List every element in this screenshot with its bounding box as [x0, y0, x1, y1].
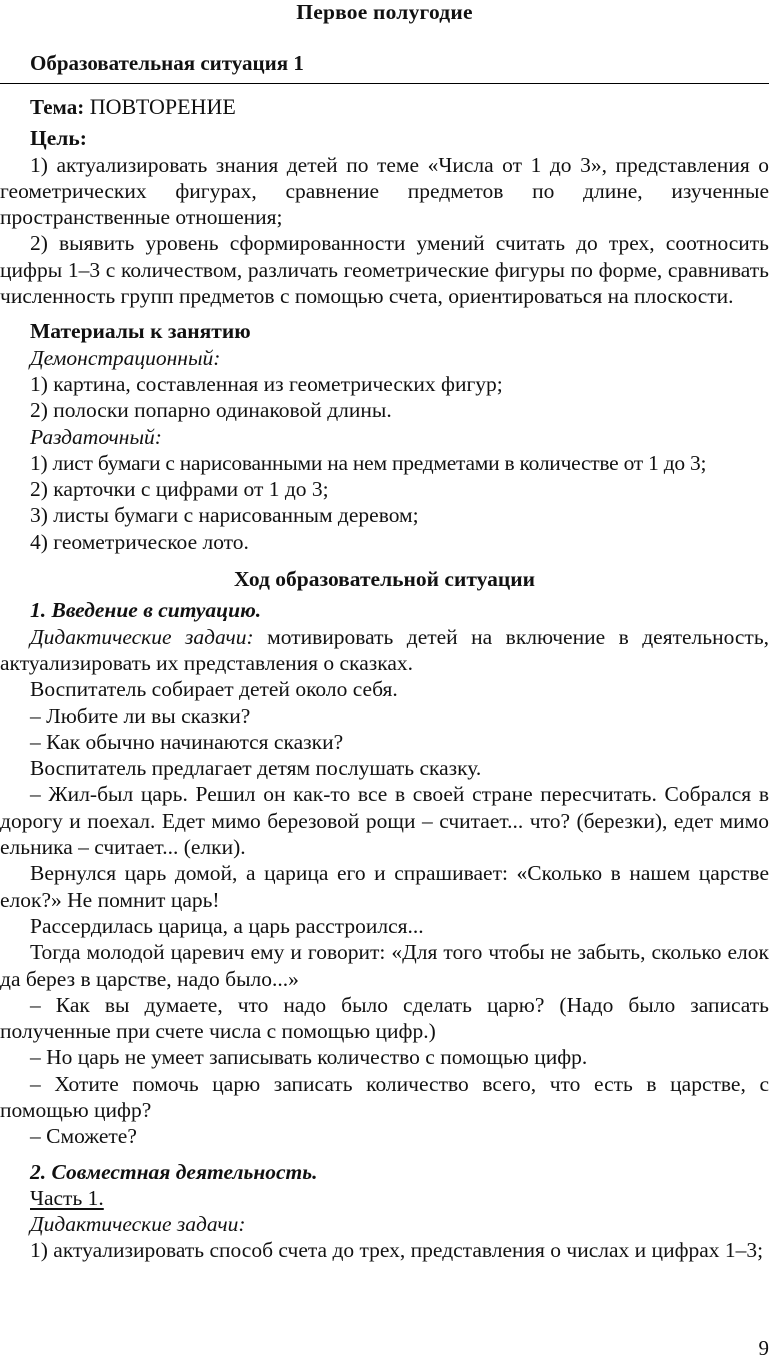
part1-title: 1. Введение в ситуацию.: [30, 598, 262, 623]
dialogue-line: – Но царь не умеет записывать количество с помощью цифр.: [30, 1045, 588, 1070]
dialogue-line: – Жил-был царь. Решил он как-то все в своей стране пересчитать. Собрался в дорогу и поехал. Едет мимо березовой рощи – считает... что? (березки), едет мимо ельника – считает... (елки).: [0, 782, 769, 860]
demo-label: Демонстрационный:: [30, 345, 221, 370]
part2-task-item-1: 1) актуализировать способ счета до трех, представления о числах и цифрах 1–3;: [30, 1238, 764, 1263]
handout-label: Раздаточный:: [30, 424, 162, 449]
part2-subpart: [0, 1185, 769, 1211]
dialogue-line: – Сможете?: [30, 1124, 137, 1149]
part1-tasks-text: мотивировать детей на включение в деятельность, актуализировать их представления о сказках.: [0, 624, 769, 675]
running-head: Первое полугодие: [296, 0, 473, 24]
part2-subpart-label: Часть 1.: [30, 1185, 104, 1210]
title-divider: [0, 83, 769, 84]
course-heading: Ход образовательной ситуации: [233, 567, 535, 592]
handout-item-3: 3) листы бумаги с нарисованным деревом;: [30, 503, 419, 528]
dialogue-line: – Хотите помочь царю записать количество всего, что есть в царстве, с помощью цифр?: [0, 1071, 769, 1122]
goal-item-1: 1) актуализировать знания детей по теме «Числа от 1 до 3», представления о геометрических фигурах, сравнение предметов по длине, изученные пространственные отношения;: [0, 152, 769, 230]
dialogue-line: Вернулся царь домой, а царица его и спрашивает: «Сколько в нашем царстве елок?» Не помнит царь!: [0, 861, 769, 912]
part2-tasks-label: Дидактические задачи:: [30, 1212, 246, 1237]
dialogue-line: Воспитатель собирает детей около себя.: [30, 677, 398, 702]
topic-label: Тема:: [30, 95, 85, 119]
part2-title: 2. Совместная деятельность.: [30, 1159, 318, 1184]
demo-item-1: 1) картина, составленная из геометрических фигур;: [30, 371, 503, 396]
demo-item-2: 2) полоски попарно одинаковой длины.: [30, 398, 392, 423]
dialogue-line: Рассердилась царица, а царь расстроился...: [30, 913, 424, 938]
goal-label: Цель:: [30, 126, 87, 151]
part1-tasks-label: Дидактические задачи:: [30, 624, 254, 649]
dialogue-line: – Как обычно начинаются сказки?: [30, 729, 344, 754]
dialogue-line: – Любите ли вы сказки?: [30, 703, 251, 728]
dialogue-line: – Как вы думаете, что надо было сделать царю? (Надо было записать полученные при счете числа с помощью цифр.): [0, 992, 769, 1044]
situation-title: Образовательная ситуация 1: [30, 51, 304, 75]
page-number: 9: [758, 1336, 769, 1360]
dialogue-line: Тогда молодой царевич ему и говорит: «Для того чтобы не забыть, сколько елок да берез в царстве, надо было...»: [0, 940, 769, 991]
topic-line: [0, 94, 769, 120]
dialogue-line: Воспитатель предлагает детям послушать сказку.: [30, 756, 482, 781]
materials-heading: Материалы к занятию: [30, 319, 251, 344]
handout-item-1: 1) лист бумаги с нарисованными на нем предметами в количестве от 1 до 3;: [30, 450, 707, 475]
part1-tasks: [0, 624, 769, 677]
goal-item-2: 2) выявить уровень сформированности умений считать до трех, соотносить цифры 1–3 с количеством, различать геометрические фигуры по форме, сравнивать численность групп предметов с помощью счета, ориентироваться на плоскости.: [0, 231, 769, 309]
topic-value: ПОВТОРЕНИЕ: [84, 94, 236, 119]
handout-item-2: 2) карточки с цифрами от 1 до 3;: [30, 477, 329, 502]
handout-item-4: 4) геометрическое лото.: [30, 529, 249, 554]
page-body: [0, 94, 769, 1264]
